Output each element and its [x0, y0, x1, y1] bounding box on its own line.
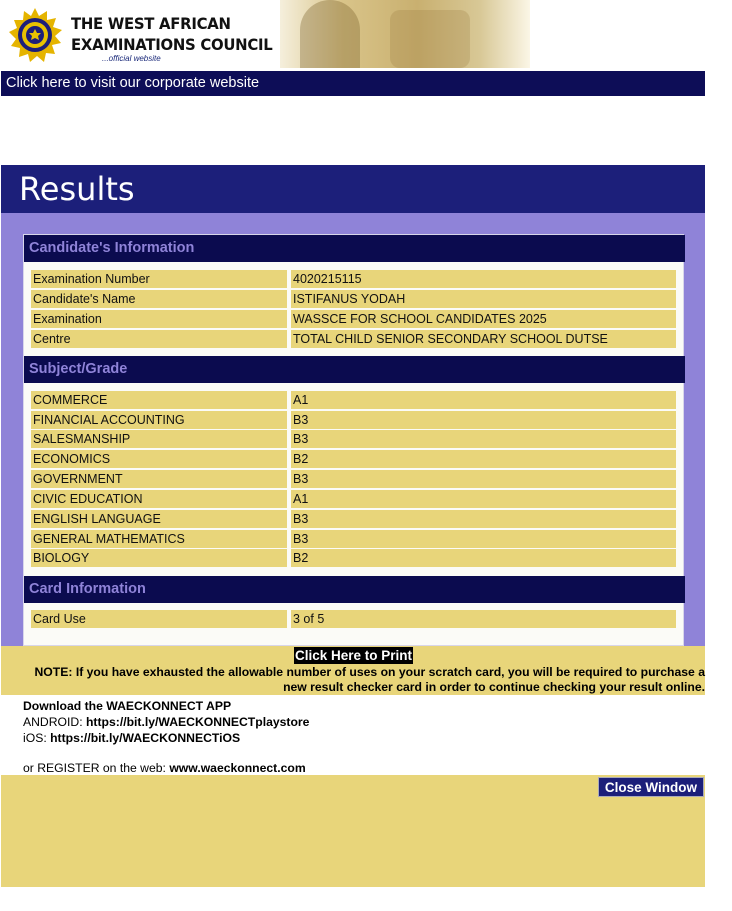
organization-name — [71, 13, 272, 55]
subject-grade: A1 — [291, 391, 676, 409]
results-title-bar — [1, 165, 705, 213]
subject-grade: B3 — [291, 411, 676, 429]
register-text: or REGISTER on the web: — [23, 761, 166, 775]
waec-seal-icon — [8, 8, 62, 62]
corporate-website-link[interactable]: Click here to visit our corporate website — [1, 71, 705, 96]
subject-name: CIVIC EDUCATION — [31, 490, 287, 508]
info-value: 3 of 5 — [291, 610, 676, 628]
subject-name: GOVERNMENT — [31, 470, 287, 488]
subject-name: COMMERCE — [31, 391, 287, 409]
info-value: 4020215115 — [291, 270, 676, 288]
subject-grade: B2 — [291, 549, 676, 567]
info-label: Candidate's Name — [31, 290, 287, 308]
subject-grade-header: Subject/Grade — [24, 356, 685, 383]
android-label: ANDROID: — [23, 715, 83, 729]
footer-area — [1, 775, 705, 887]
info-value: ISTIFANUS YODAH — [291, 290, 676, 308]
subject-name: BIOLOGY — [31, 549, 287, 567]
subject-grade: B3 — [291, 430, 676, 448]
organization-name-line1: THE WEST AFRICAN — [71, 14, 231, 33]
subject-name: ENGLISH LANGUAGE — [31, 510, 287, 528]
note-prefix: NOTE: — [34, 665, 73, 679]
results-panel — [23, 234, 684, 646]
subject-row — [31, 530, 676, 548]
note-line1: If you have exhausted the allowable number of uses on your scratch card, you will be required to purchase a — [75, 665, 705, 679]
subject-row — [31, 411, 676, 429]
organization-tagline: ...official website — [102, 54, 161, 63]
info-label: Centre — [31, 330, 287, 348]
subject-grade: A1 — [291, 490, 676, 508]
site-header — [0, 0, 530, 68]
app-download-info — [23, 698, 309, 776]
card-info-header: Card Information — [24, 576, 685, 603]
subject-row — [31, 549, 676, 567]
app-heading: Download the WAECKONNECT APP — [23, 699, 232, 713]
candidate-info-row — [31, 330, 676, 348]
info-value: TOTAL CHILD SENIOR SECONDARY SCHOOL DUTSE — [291, 330, 676, 348]
card-info-row — [31, 610, 676, 628]
subject-row — [31, 391, 676, 409]
subject-grade: B3 — [291, 510, 676, 528]
info-label: Examination — [31, 310, 287, 328]
subject-name: ECONOMICS — [31, 450, 287, 468]
print-button[interactable]: Click Here to Print — [295, 648, 413, 663]
header-banner-photo — [280, 0, 530, 68]
ios-link[interactable]: https://bit.ly/WAECKONNECTiOS — [50, 731, 241, 745]
candidate-info-row — [31, 310, 676, 328]
candidate-info-row — [31, 270, 676, 288]
subject-row — [31, 490, 676, 508]
scratch-card-note — [15, 665, 705, 695]
info-value: WASSCE FOR SCHOOL CANDIDATES 2025 — [291, 310, 676, 328]
subject-name: GENERAL MATHEMATICS — [31, 530, 287, 548]
ios-label: iOS: — [23, 731, 47, 745]
page-title: Results — [19, 170, 135, 208]
info-label: Card Use — [31, 610, 287, 628]
info-label: Examination Number — [31, 270, 287, 288]
subject-grade: B3 — [291, 530, 676, 548]
candidate-info-row — [31, 290, 676, 308]
subject-row — [31, 510, 676, 528]
subject-row — [31, 450, 676, 468]
subject-row — [31, 430, 676, 448]
note-line2: new result checker card in order to continue checking your result online. — [283, 680, 705, 694]
subject-name: FINANCIAL ACCOUNTING — [31, 411, 287, 429]
android-link[interactable]: https://bit.ly/WAECKONNECTplaystore — [85, 715, 310, 729]
subject-grade: B3 — [291, 470, 676, 488]
organization-name-line2: EXAMINATIONS COUNCIL — [71, 35, 273, 54]
subject-row — [31, 470, 676, 488]
subject-grade: B2 — [291, 450, 676, 468]
register-link[interactable]: www.waeckonnect.com — [169, 761, 306, 775]
results-container — [1, 213, 705, 646]
candidate-info-header: Candidate's Information — [24, 235, 685, 262]
close-window-button[interactable]: Close Window — [598, 777, 704, 797]
subject-name: SALESMANSHIP — [31, 430, 287, 448]
print-section — [1, 646, 705, 695]
